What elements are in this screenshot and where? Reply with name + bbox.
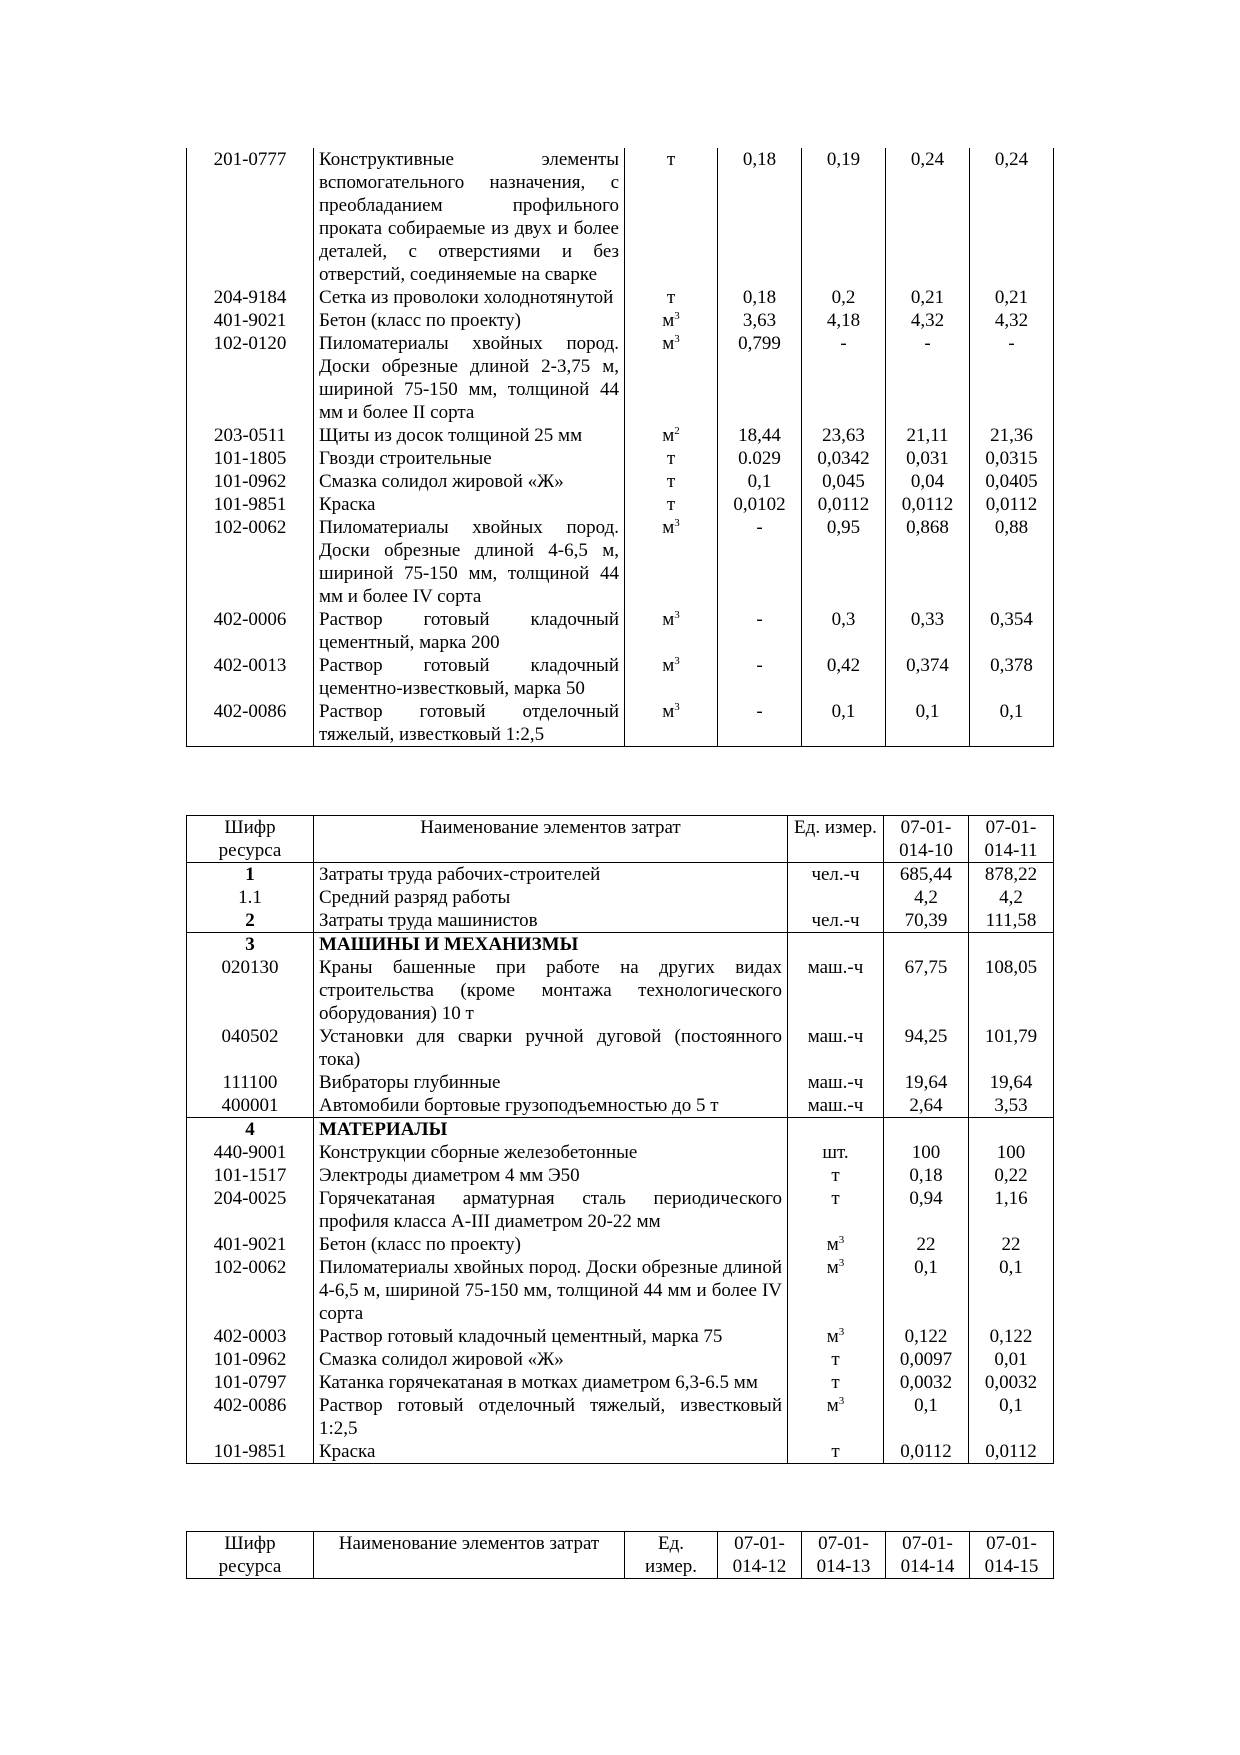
section-row bbox=[187, 1118, 1054, 1142]
table-row bbox=[187, 286, 1054, 309]
unit-cell bbox=[788, 1094, 884, 1118]
resource-code: 402-0006 bbox=[187, 608, 314, 654]
value-col-3: 0,21 bbox=[886, 286, 970, 309]
value-col-4: - bbox=[1008, 333, 1015, 354]
value-col-2: 0,0342 bbox=[802, 447, 886, 470]
resource-table-continuation bbox=[186, 148, 1054, 747]
value-col-1: 100 bbox=[884, 1141, 969, 1164]
unit-exponent: 3 bbox=[674, 701, 680, 713]
resource-code: 101-0962 bbox=[187, 1348, 314, 1371]
header-col-2: 07-01-014-13 bbox=[802, 1532, 886, 1579]
resource-name: Бетон (класс по проекту) bbox=[314, 309, 625, 332]
resource-name: Сетка из проволоки холоднотянутой bbox=[314, 286, 625, 309]
value-col-2: 101,79 bbox=[984, 1026, 1038, 1047]
table-row bbox=[187, 493, 1054, 516]
value-col-3: 0,031 bbox=[886, 447, 970, 470]
unit-text: м bbox=[662, 609, 675, 630]
resource-code: 402-0003 bbox=[187, 1325, 314, 1348]
unit-cell bbox=[625, 332, 718, 424]
value-col-4: 0,88 bbox=[994, 517, 1029, 538]
unit-cell bbox=[788, 1025, 884, 1071]
value-col-4: 0,0112 bbox=[985, 494, 1038, 515]
unit-text: м bbox=[662, 333, 675, 354]
table-row bbox=[187, 1141, 1054, 1164]
value-col-4: 0,354 bbox=[990, 609, 1033, 630]
resource-name: Раствор готовый отделочный тяжелый, известковый 1:2,5 bbox=[314, 1394, 788, 1440]
table-row bbox=[187, 886, 1054, 909]
header-col-1: 07-01-014-12 bbox=[718, 1532, 802, 1579]
value-col-1 bbox=[884, 933, 969, 957]
table-row bbox=[187, 909, 1054, 933]
value-col-2: 0,1 bbox=[802, 700, 886, 747]
value-col-1: - bbox=[718, 608, 802, 654]
resource-name: Конструктивные элементы вспомогательного назначения, с преобладанием профильного проката собираемые из двух и более деталей, с отверстиями и без отверстий, соединяемые на сварке bbox=[314, 148, 625, 286]
unit-cell bbox=[788, 1141, 884, 1164]
unit-text: т bbox=[831, 1372, 840, 1393]
resource-name: Смазка солидол жировой «Ж» bbox=[314, 470, 625, 493]
unit-exponent: 3 bbox=[674, 310, 680, 322]
resource-name: Электроды диаметром 4 мм Э50 bbox=[314, 1164, 788, 1187]
value-col-2: 878,22 bbox=[984, 864, 1038, 885]
header-col-3: 07-01-014-14 bbox=[886, 1532, 970, 1579]
value-col-1: 0,18 bbox=[718, 286, 802, 309]
resource-name: Смазка солидол жировой «Ж» bbox=[314, 1348, 788, 1371]
table-row bbox=[187, 1440, 1054, 1464]
table2-body bbox=[187, 863, 1054, 1464]
unit-cell bbox=[788, 886, 884, 909]
unit-exponent: 3 bbox=[674, 609, 680, 621]
resource-table-main bbox=[186, 815, 1054, 1464]
value-col-2: 0,122 bbox=[989, 1326, 1033, 1347]
unit-text: чел.-ч bbox=[811, 864, 860, 885]
unit-cell bbox=[788, 1256, 884, 1325]
unit-cell bbox=[788, 1233, 884, 1256]
unit-text: т bbox=[831, 1441, 840, 1462]
value-col-2: 0,2 bbox=[802, 286, 886, 309]
unit-exponent: 2 bbox=[674, 425, 680, 437]
resource-code: 101-0962 bbox=[187, 470, 314, 493]
resource-code: 1 bbox=[187, 863, 314, 887]
value-col-1: 3,63 bbox=[718, 309, 802, 332]
resource-name: Установки для сварки ручной дуговой (постоянного тока) bbox=[314, 1025, 788, 1071]
unit-text: т bbox=[666, 149, 676, 170]
value-col-4: 0,0405 bbox=[985, 471, 1038, 492]
resource-name: Пиломатериалы хвойных пород. Доски обрезные длиной 4-6,5 м, шириной 75-150 мм, толщиной 44 мм и более IV сорта bbox=[314, 1256, 788, 1325]
value-col-4: 0,21 bbox=[994, 287, 1029, 308]
value-col-4: 0,1 bbox=[999, 701, 1024, 722]
unit-cell bbox=[788, 1164, 884, 1187]
unit-cell bbox=[788, 1348, 884, 1371]
resource-code: 440-9001 bbox=[187, 1141, 314, 1164]
value-col-1: - bbox=[718, 654, 802, 700]
unit-cell bbox=[788, 1371, 884, 1394]
value-col-4: 0,24 bbox=[994, 149, 1029, 170]
unit-text: т bbox=[831, 1188, 840, 1209]
table-row bbox=[187, 1394, 1054, 1440]
resource-name: Средний разряд работы bbox=[314, 886, 788, 909]
value-col-2: 0,01 bbox=[994, 1349, 1028, 1370]
value-col-1: 19,64 bbox=[884, 1071, 969, 1094]
resource-code: 402-0086 bbox=[187, 1394, 314, 1440]
value-col-1: 0,1 bbox=[884, 1256, 969, 1325]
resource-code: 020130 bbox=[187, 956, 314, 1025]
value-col-2: 0,95 bbox=[802, 516, 886, 608]
resource-code: 102-0062 bbox=[187, 516, 314, 608]
table-row bbox=[187, 1164, 1054, 1187]
unit-cell bbox=[625, 493, 718, 516]
unit-text: т bbox=[666, 287, 676, 308]
resource-name: Краска bbox=[314, 493, 625, 516]
value-col-2: 4,2 bbox=[999, 887, 1023, 908]
resource-code: 204-0025 bbox=[187, 1187, 314, 1233]
resource-name: МАТЕРИАЛЫ bbox=[314, 1118, 788, 1142]
unit-cell bbox=[625, 470, 718, 493]
table-row bbox=[187, 1025, 1054, 1071]
table-row bbox=[187, 1187, 1054, 1233]
value-col-2: 0,42 bbox=[802, 654, 886, 700]
value-col-2: 0,0112 bbox=[985, 1441, 1037, 1462]
value-col-2: 23,63 bbox=[802, 424, 886, 447]
resource-code: 101-9851 bbox=[187, 1440, 314, 1464]
value-col-2: 0,0032 bbox=[984, 1372, 1038, 1393]
resource-code: 2 bbox=[187, 909, 314, 933]
header-unit: Ед. измер. bbox=[625, 1532, 718, 1579]
header-col-1: 07-01-014-10 bbox=[884, 816, 969, 863]
resource-name: Краны башенные при работе на других видах строительства (кроме монтажа технологического оборудования) 10 т bbox=[314, 956, 788, 1025]
unit-cell bbox=[625, 286, 718, 309]
unit-cell bbox=[788, 933, 884, 957]
value-col-1: 685,44 bbox=[884, 863, 969, 887]
resource-code: 1.1 bbox=[187, 886, 314, 909]
table-row bbox=[187, 309, 1054, 332]
unit-cell bbox=[788, 1440, 884, 1464]
value-col-2: - bbox=[802, 332, 886, 424]
unit-cell bbox=[625, 700, 718, 747]
resource-code: 401-9021 bbox=[187, 309, 314, 332]
header-name: Наименование элементов затрат bbox=[314, 816, 788, 863]
value-col-2: 0,0112 bbox=[802, 493, 886, 516]
resource-code: 101-1805 bbox=[187, 447, 314, 470]
table-row bbox=[187, 516, 1054, 608]
section-row bbox=[187, 933, 1054, 957]
value-col-1: 18,44 bbox=[718, 424, 802, 447]
table-row bbox=[187, 654, 1054, 700]
value-col-2: 0,22 bbox=[994, 1165, 1028, 1186]
unit-text: м bbox=[826, 1326, 839, 1347]
value-col-3: 0,33 bbox=[886, 608, 970, 654]
value-col-3: 4,32 bbox=[886, 309, 970, 332]
value-col-1: 0,1 bbox=[884, 1394, 969, 1440]
resource-code: 040502 bbox=[187, 1025, 314, 1071]
value-col-1: 94,25 bbox=[884, 1025, 969, 1071]
value-col-1: 67,75 bbox=[884, 956, 969, 1025]
value-col-1: 70,39 bbox=[884, 909, 969, 933]
value-col-2: 100 bbox=[996, 1142, 1026, 1163]
unit-text: т bbox=[666, 494, 676, 515]
table-row bbox=[187, 608, 1054, 654]
table-row bbox=[187, 1325, 1054, 1348]
unit-text: м bbox=[662, 517, 675, 538]
resource-code: 102-0062 bbox=[187, 1256, 314, 1325]
header-col-2: 07-01-014-11 bbox=[969, 816, 1054, 863]
resource-name: Раствор готовый кладочный цементно-известковый, марка 50 bbox=[314, 654, 625, 700]
value-col-3: 0,374 bbox=[886, 654, 970, 700]
value-col-2: 111,58 bbox=[985, 910, 1037, 931]
table1-body bbox=[187, 148, 1054, 747]
resource-code: 204-9184 bbox=[187, 286, 314, 309]
resource-code: 101-9851 bbox=[187, 493, 314, 516]
unit-exponent: 3 bbox=[674, 655, 680, 667]
unit-exponent: 3 bbox=[838, 1395, 845, 1407]
value-col-1: 0,0112 bbox=[884, 1440, 969, 1464]
table-row bbox=[187, 470, 1054, 493]
unit-exponent: 3 bbox=[838, 1234, 845, 1246]
value-col-1 bbox=[884, 1118, 969, 1142]
unit-text: м bbox=[662, 655, 675, 676]
table-row bbox=[187, 148, 1054, 286]
unit-text: т bbox=[666, 448, 676, 469]
header-code: Шифр ресурса bbox=[187, 1532, 314, 1579]
table-row bbox=[187, 1256, 1054, 1325]
resource-code: 102-0120 bbox=[187, 332, 314, 424]
unit-text: м bbox=[826, 1395, 839, 1416]
resource-name: Раствор готовый кладочный цементный, марка 75 bbox=[314, 1325, 788, 1348]
value-col-2: 4,18 bbox=[802, 309, 886, 332]
unit-cell bbox=[788, 1325, 884, 1348]
resource-code: 101-0797 bbox=[187, 1371, 314, 1394]
value-col-1: 22 bbox=[884, 1233, 969, 1256]
resource-code: 402-0013 bbox=[187, 654, 314, 700]
unit-text: м bbox=[662, 701, 675, 722]
value-col-1: 0,0032 bbox=[884, 1371, 969, 1394]
table-row bbox=[187, 447, 1054, 470]
table-row bbox=[187, 332, 1054, 424]
value-col-1: 0,18 bbox=[884, 1164, 969, 1187]
resource-table-next bbox=[186, 1531, 1054, 1579]
unit-text: т bbox=[831, 1165, 840, 1186]
resource-name: Вибраторы глубинные bbox=[314, 1071, 788, 1094]
value-col-3: 0,24 bbox=[886, 148, 970, 286]
resource-name: МАШИНЫ И МЕХАНИЗМЫ bbox=[314, 933, 788, 957]
resource-code: 111100 bbox=[187, 1071, 314, 1094]
resource-code: 201-0777 bbox=[187, 148, 314, 286]
header-unit: Ед. измер. bbox=[788, 816, 884, 863]
unit-cell bbox=[788, 1187, 884, 1233]
value-col-1: 0,0097 bbox=[884, 1348, 969, 1371]
table-row bbox=[187, 1094, 1054, 1118]
value-col-1: 0,1 bbox=[718, 470, 802, 493]
resource-name: Затраты труда машинистов bbox=[314, 909, 788, 933]
resource-name: Щиты из досок толщиной 25 мм bbox=[314, 424, 625, 447]
resource-name: Пиломатериалы хвойных пород. Доски обрезные длиной 4-6,5 м, шириной 75-150 мм, толщиной 44 мм и более IV сорта bbox=[314, 516, 625, 608]
unit-text: т bbox=[666, 471, 676, 492]
resource-code: 4 bbox=[187, 1118, 314, 1142]
unit-text: шт. bbox=[822, 1142, 849, 1163]
resource-code: 203-0511 bbox=[187, 424, 314, 447]
unit-text: т bbox=[831, 1349, 840, 1370]
table2-header-row bbox=[187, 816, 1054, 863]
header-name: Наименование элементов затрат bbox=[314, 1532, 625, 1579]
value-col-2: 22 bbox=[1001, 1234, 1021, 1255]
unit-cell bbox=[625, 309, 718, 332]
unit-cell bbox=[625, 148, 718, 286]
value-col-1: 4,2 bbox=[884, 886, 969, 909]
value-col-3: 0,0112 bbox=[886, 493, 970, 516]
unit-exponent: 3 bbox=[838, 1257, 845, 1269]
unit-cell bbox=[788, 1071, 884, 1094]
value-col-1: 0,94 bbox=[884, 1187, 969, 1233]
unit-text: м bbox=[662, 425, 675, 446]
value-col-1: - bbox=[718, 700, 802, 747]
unit-exponent: 3 bbox=[674, 517, 680, 529]
unit-cell bbox=[788, 956, 884, 1025]
value-col-4: 4,32 bbox=[994, 310, 1029, 331]
resource-name: Бетон (класс по проекту) bbox=[314, 1233, 788, 1256]
value-col-2: 0,1 bbox=[999, 1395, 1023, 1416]
resource-name: Горячекатаная арматурная сталь периодического профиля класса А-III диаметром 20-22 мм bbox=[314, 1187, 788, 1233]
table3-header-row bbox=[187, 1532, 1054, 1579]
value-col-1: 2,64 bbox=[884, 1094, 969, 1118]
table-row bbox=[187, 424, 1054, 447]
table-row bbox=[187, 1233, 1054, 1256]
value-col-1: - bbox=[718, 516, 802, 608]
value-col-1: 0,122 bbox=[884, 1325, 969, 1348]
value-col-3: - bbox=[886, 332, 970, 424]
value-col-2: 0,1 bbox=[999, 1257, 1023, 1278]
unit-cell bbox=[788, 1394, 884, 1440]
unit-text: чел.-ч bbox=[811, 910, 860, 931]
unit-text: маш.-ч bbox=[807, 1095, 864, 1116]
value-col-1: 0,18 bbox=[718, 148, 802, 286]
resource-code: 401-9021 bbox=[187, 1233, 314, 1256]
table-row bbox=[187, 1371, 1054, 1394]
unit-cell bbox=[625, 654, 718, 700]
unit-text: м bbox=[826, 1234, 839, 1255]
unit-text: м bbox=[662, 310, 675, 331]
table-row bbox=[187, 700, 1054, 747]
resource-name: Автомобили бортовые грузоподъемностью до 5 т bbox=[314, 1094, 788, 1118]
resource-name: Катанка горячекатаная в мотках диаметром 6,3-6.5 мм bbox=[314, 1371, 788, 1394]
resource-name: Раствор готовый отделочный тяжелый, известковый 1:2,5 bbox=[314, 700, 625, 747]
value-col-2: 0,19 bbox=[802, 148, 886, 286]
value-col-2: 3,53 bbox=[994, 1095, 1028, 1116]
unit-exponent: 3 bbox=[674, 333, 680, 345]
value-col-2: 0,3 bbox=[802, 608, 886, 654]
unit-text: маш.-ч bbox=[807, 1026, 864, 1047]
resource-code: 400001 bbox=[187, 1094, 314, 1118]
unit-cell bbox=[625, 516, 718, 608]
resource-code: 402-0086 bbox=[187, 700, 314, 747]
resource-name: Краска bbox=[314, 1440, 788, 1464]
value-col-3: 0,04 bbox=[886, 470, 970, 493]
resource-name: Раствор готовый кладочный цементный, марка 200 bbox=[314, 608, 625, 654]
header-code: Шифр ресурса bbox=[187, 816, 314, 863]
resource-name: Конструкции сборные железобетонные bbox=[314, 1141, 788, 1164]
unit-text: маш.-ч bbox=[807, 957, 864, 978]
unit-exponent: 3 bbox=[838, 1326, 845, 1338]
value-col-1: 0.029 bbox=[718, 447, 802, 470]
unit-cell bbox=[625, 424, 718, 447]
unit-cell bbox=[788, 863, 884, 887]
value-col-2 bbox=[969, 933, 1054, 957]
value-col-2 bbox=[969, 1118, 1054, 1142]
table-row bbox=[187, 1071, 1054, 1094]
value-col-2: 19,64 bbox=[989, 1072, 1033, 1093]
value-col-2: 1,16 bbox=[994, 1188, 1028, 1209]
resource-name: Гвозди строительные bbox=[314, 447, 625, 470]
value-col-4: 0,0315 bbox=[985, 448, 1038, 469]
unit-cell bbox=[788, 909, 884, 933]
header-col-4: 07-01-014-15 bbox=[984, 1533, 1039, 1577]
unit-cell bbox=[625, 447, 718, 470]
unit-cell bbox=[788, 1118, 884, 1142]
value-col-3: 0,1 bbox=[886, 700, 970, 747]
unit-cell bbox=[625, 608, 718, 654]
value-col-4: 0,378 bbox=[990, 655, 1033, 676]
resource-name: Пиломатериалы хвойных пород. Доски обрезные длиной 2-3,75 м, шириной 75-150 мм, толщиной 44 мм и более II сорта bbox=[314, 332, 625, 424]
resource-code: 3 bbox=[187, 933, 314, 957]
resource-name: Затраты труда рабочих-строителей bbox=[314, 863, 788, 887]
value-col-2: 0,045 bbox=[802, 470, 886, 493]
value-col-1: 0,0102 bbox=[718, 493, 802, 516]
value-col-2: 108,05 bbox=[984, 957, 1038, 978]
value-col-3: 21,11 bbox=[886, 424, 970, 447]
resource-code: 101-1517 bbox=[187, 1164, 314, 1187]
table-row bbox=[187, 1348, 1054, 1371]
value-col-4: 21,36 bbox=[990, 425, 1033, 446]
table-row bbox=[187, 863, 1054, 887]
value-col-1: 0,799 bbox=[718, 332, 802, 424]
unit-text: маш.-ч bbox=[807, 1072, 864, 1093]
unit-text: м bbox=[826, 1257, 839, 1278]
value-col-3: 0,868 bbox=[886, 516, 970, 608]
table-row bbox=[187, 956, 1054, 1025]
